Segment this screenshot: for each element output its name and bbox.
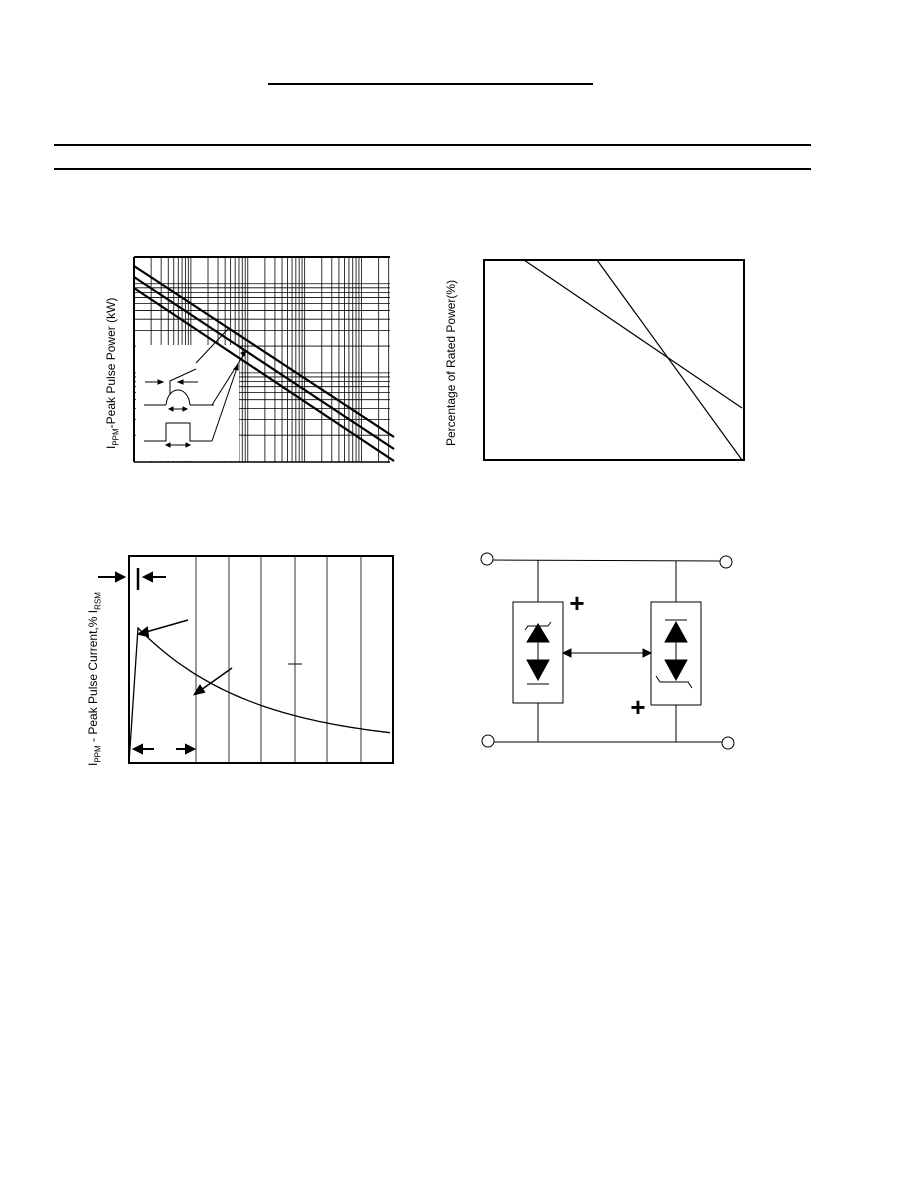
top-rail [493,560,720,561]
fig2-series-line-2 [597,260,742,460]
fig3-arrow-left-icon [144,573,152,581]
fig2-frame [484,260,744,460]
header-rule-top [54,144,811,146]
fig3-plot [80,550,400,775]
terminal-bottom-right [722,737,734,749]
figure-3-pulse-waveform [80,550,400,775]
fig4-diagram [470,548,750,758]
fig3-width-left-arrow-icon [134,745,142,753]
terminal-top-left [481,553,493,565]
left-diode-pair-icon [525,622,551,684]
between-arrow-right-icon [643,649,651,657]
plus-sign-top: + [569,588,585,618]
fig2-series-lines [524,260,742,460]
fig3-waveform-curve [129,628,390,763]
figure-4-circuit [470,548,750,758]
fig3-width-right-arrow-icon [186,745,194,753]
title-underline [268,83,593,85]
right-diode-pair-icon [656,620,692,688]
fig3-arrow-right-icon [116,573,124,581]
fig3-grid [196,556,361,763]
between-arrow-left-icon [563,649,571,657]
plus-sign-bottom: + [630,692,646,722]
figure-2-derating [440,250,760,470]
fig1-plot [100,245,410,475]
fig2-series-line-1 [524,260,742,408]
fig3-peak-arrow-icon [139,628,148,636]
header-rule-bottom [54,168,811,170]
fig1-y-axis-label: $I_{PPM}$-Peak Pulse Power (kW) [104,297,121,449]
terminal-top-right [720,556,732,568]
fig2-y-axis-label: Percentage of Rated Power(%) [444,279,458,446]
fig2-plot [440,250,760,470]
terminal-bottom-left [482,735,494,747]
figure-1-peak-pulse-power [100,245,410,475]
fig3-y-axis-label: $I_{PPM}$ - Peak Pulse Current,% $I_{RSM}$ [86,592,103,766]
